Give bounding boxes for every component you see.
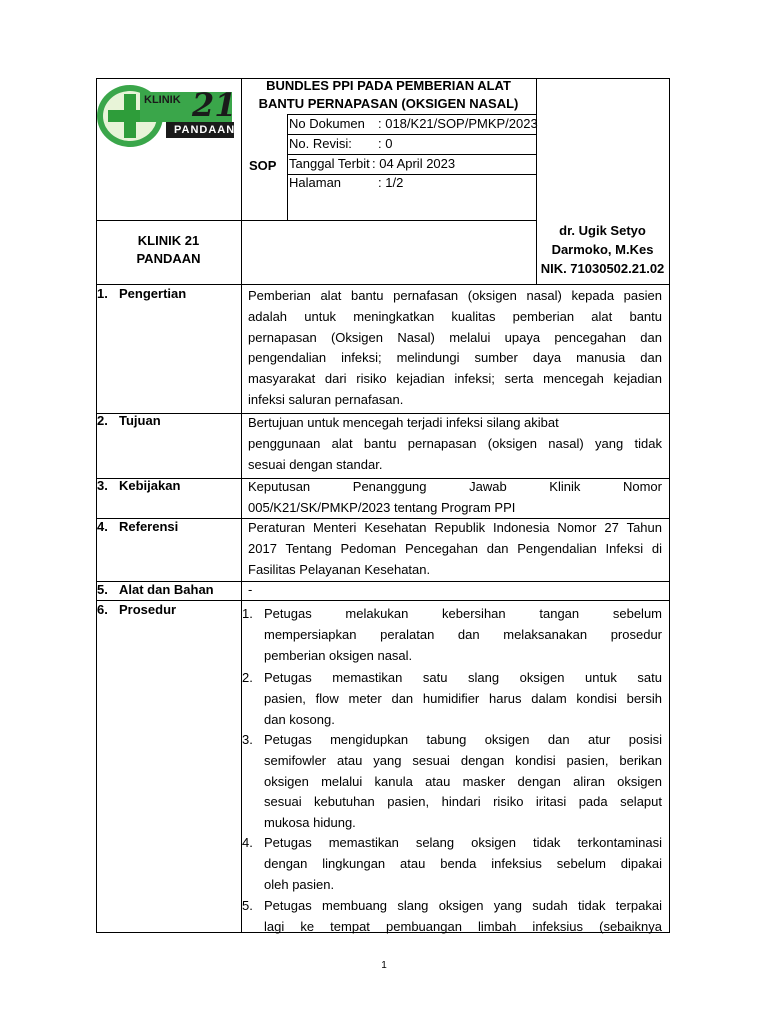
section-6-number: 6. <box>97 602 108 617</box>
procedure-step <box>242 730 662 834</box>
section-2-line: sesuai dengan standar. <box>248 456 383 472</box>
section-4-content <box>248 518 662 580</box>
clinic-logo <box>96 82 236 150</box>
procedure-step-line: Petugas melakukan kebersihan tangan sebelum <box>264 606 662 621</box>
procedure-step-line: oksigen melalui kanula atau masker dengan aliran oksigen <box>264 773 662 789</box>
procedure-step <box>242 896 662 938</box>
section-1-line: Pemberian alat bantu pernafasan (oksigen nasal) kepada pasien <box>248 288 662 303</box>
field-tanggal-terbit-value: : 04 April 2023 <box>372 156 456 171</box>
procedure-step-line: semifowler atau yang sesuai dengan kondisi pasien, berikan <box>264 752 662 768</box>
procedure-step <box>242 833 662 895</box>
signatory-name-line-1: dr. Ugik Setyo <box>559 223 646 238</box>
section-4-line: Peraturan Menteri Kesehatan Republik Indonesia Nomor 27 Tahun <box>248 520 662 535</box>
procedure-step-line: lagi ke tempat pembuangan limbah infeksius (sebaiknya <box>264 918 662 934</box>
field-no-revisi-value: : 0 <box>378 136 393 151</box>
section-3-line: Keputusan Penanggung Jawab Klinik Nomor <box>248 479 662 494</box>
signatory-nik: NIK. 71030502.21.02 <box>540 261 665 276</box>
field-no-dokumen-value: : 018/K21/SOP/PMKP/2023 <box>378 116 538 131</box>
section-6-label: Prosedur <box>119 602 177 617</box>
section-2-line: penggunaan alat bantu pernapasan (oksigen nasal) yang tidak <box>248 435 662 451</box>
procedure-step-line: mukosa hidung. <box>264 815 356 831</box>
document-title-line-1: BUNDLES PPI PADA PEMBERIAN ALAT <box>266 78 511 93</box>
section-4-line: Fasilitas Pelayanan Kesehatan. <box>248 561 431 577</box>
procedure-step-line: Petugas memastikan selang oksigen tidak terkontaminasi <box>264 835 662 850</box>
document-title-line-2: BANTU PERNAPASAN (OKSIGEN NASAL) <box>258 96 519 111</box>
section-1-line: pernapasan (Oksigen Nasal) melalui upaya pencegahan dan <box>248 329 662 345</box>
section-5-content: - <box>248 582 253 597</box>
section-4-label: Referensi <box>119 519 179 534</box>
logo-text-number: 21 <box>192 86 237 124</box>
procedure-step-number: 4. <box>242 835 253 850</box>
field-halaman-label: Halaman <box>289 175 342 190</box>
procedure-step-line: Petugas mengidupkan tabung oksigen dan atur posisi <box>264 732 662 747</box>
procedure-step-number: 2. <box>242 670 253 685</box>
signatory-name-line-2: Darmoko, M.Kes <box>551 242 654 257</box>
procedure-step-line: Petugas membuang slang oksigen yang sudah tidak terpakai <box>264 898 662 913</box>
section-5-number: 5. <box>97 582 108 597</box>
section-2-line: Bertujuan untuk mencegah terjadi infeksi silang akibat <box>248 415 559 430</box>
section-3-label: Kebijakan <box>119 478 181 493</box>
section-1-line: infeksi saluran pernafasan. <box>248 391 404 407</box>
section-2-label: Tujuan <box>119 413 161 428</box>
procedure-step-number: 1. <box>242 606 253 621</box>
section-2-number: 2. <box>97 413 108 428</box>
clinic-name-line-1: KLINIK 21 <box>137 233 200 248</box>
field-tanggal-terbit-label: Tanggal Terbit <box>289 156 370 171</box>
procedure-step-line: dan kosong. <box>264 711 335 727</box>
page-number: 1 <box>381 960 387 971</box>
section-3-number: 3. <box>97 478 108 493</box>
section-4-line: 2017 Tentang Pedoman Pencegahan dan Pengendalian Infeksi di <box>248 540 662 556</box>
section-4-number: 4. <box>97 519 108 534</box>
procedure-step <box>242 604 662 666</box>
procedure-step-line: Petugas memastikan satu slang oksigen untuk satu <box>264 670 662 685</box>
procedure-step-line: sesuai kebutuhan pasien, hindari risiko iritasi pada selaput <box>264 794 662 810</box>
procedure-step-line: oleh pasien. <box>264 876 335 892</box>
procedure-step-line: pemberian oksigen nasal. <box>264 647 413 663</box>
section-1-content <box>248 286 662 411</box>
logo-text-pandaan: PANDAAN <box>174 124 236 136</box>
section-1-line: adalah untuk meningkatkan kualitas pemberian alat bantu <box>248 308 662 324</box>
clinic-name-line-2: PANDAAN <box>136 251 201 266</box>
section-3-content <box>248 477 662 519</box>
field-no-dokumen-label: No Dokumen <box>289 116 365 131</box>
section-1-line: masyarakat dari risiko kejadian infeksi; serta mencegah kejadian <box>248 371 662 387</box>
procedure-step-line: dengan lingkungan atau benda infeksius sebelum dipakai <box>264 855 662 871</box>
field-no-revisi-label: No. Revisi: <box>289 136 352 151</box>
section-5-label: Alat dan Bahan <box>119 582 214 597</box>
section-1-label: Pengertian <box>119 286 187 301</box>
procedure-step-number: 3. <box>242 732 253 747</box>
sop-label: SOP <box>249 158 277 173</box>
logo-text-klinik: KLINIK <box>144 94 181 106</box>
procedure-step-line: pasien, flow meter dan humidifier harus dalam kondisi bersih <box>264 690 662 706</box>
field-halaman-value: : 1/2 <box>378 175 404 190</box>
procedure-step-number: 5. <box>242 898 253 913</box>
section-1-line: pengendalian infeksi; melindungi sumber daya manusia dan <box>248 350 662 366</box>
section-2-content <box>248 413 662 475</box>
procedure-step <box>242 668 662 730</box>
procedure-step-line: mempersiapkan peralatan dan melaksanakan prosedur <box>264 626 662 642</box>
section-1-number: 1. <box>97 286 108 301</box>
section-3-line: 005/K21/SK/PMKP/2023 tentang Program PPI <box>248 499 516 515</box>
